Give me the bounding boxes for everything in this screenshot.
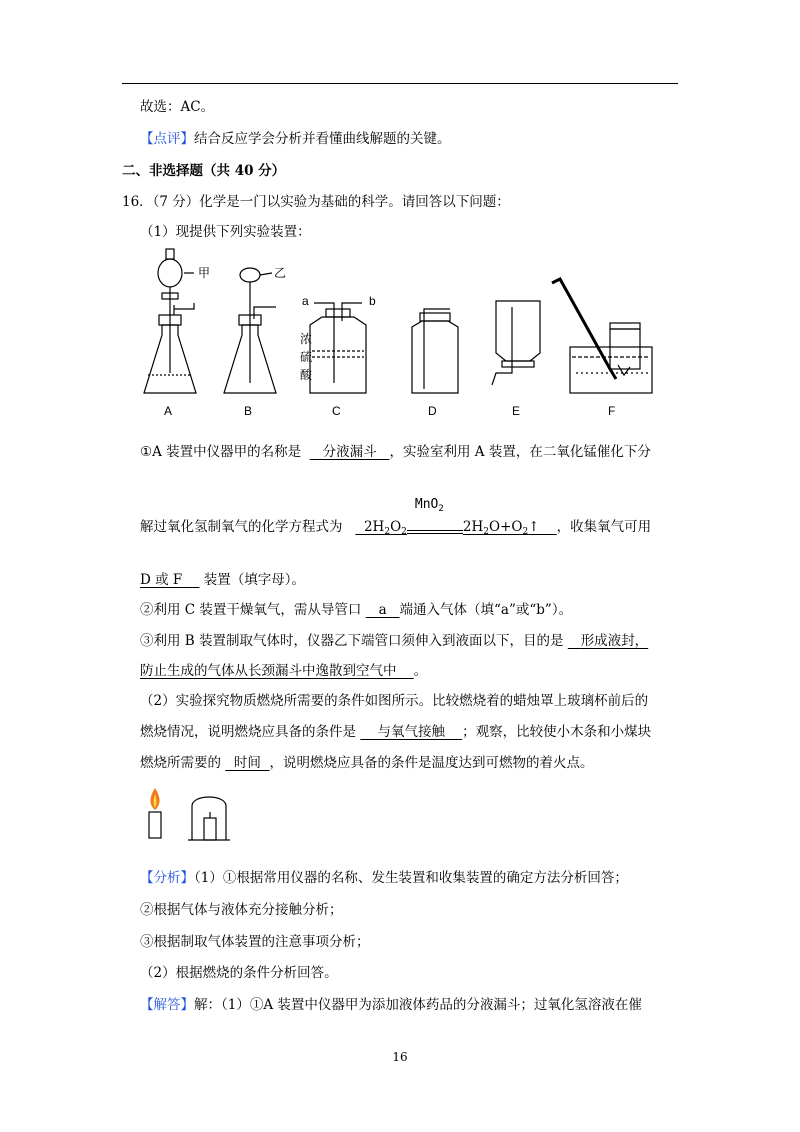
equation-arrow [407,497,463,536]
page-number: 16 [392,1050,408,1064]
para-2: 解过氧化氢制氧气的化学方程式为 $2H_2O_2$ MnO$_2$ $2H_2O+O_2↑$ ，收集氧气可用 [140,497,652,537]
text: 解过氧化氢制氧气的化学方程式为 [140,519,343,535]
para-3 [140,571,305,589]
apparatus-c [310,303,366,393]
analysis-tag: 【分析】 [140,870,194,886]
label-c: C [332,404,341,418]
eq-arrow-text: ↑ [528,519,540,535]
equation: $2H_2O_2$ [363,519,407,537]
eq-text: 2H [363,519,385,535]
para-6: （2）实验探究物质燃烧所需要的条件如图所示。比较燃烧着的蜡烛罩上玻璃杯前后的 [140,693,649,709]
text: ①A 装置中仪器甲的名称是 [140,444,302,460]
text: ，实验室利用 A 装置，在二氧化锰催化下分 [389,444,651,460]
text: 端通入气体（填“a”或“b”）。 [399,602,573,618]
comment-line [140,130,451,148]
question-16: 16．（7 分）化学是一门以实验为基础的科学。请回答以下问题： [122,194,510,210]
acid-char-2: 硫 [300,350,313,364]
text: ②利用 C 装置干燥氧气，需从导管口 [140,602,362,618]
para-4 [140,601,572,619]
candle-figure [140,786,250,844]
header-rule [122,83,678,84]
question-16-part1: （1）现提供下列实验装置： [140,224,311,240]
para-7 [140,723,651,741]
label-jia: 甲 [198,266,211,280]
analysis-line-2: ②根据气体与液体充分接触分析； [140,902,343,918]
label-d: D [428,404,437,418]
answer-text: a [378,602,387,618]
eq-text: 2H [462,519,484,535]
label-a: A [164,404,173,418]
analysis-line-3: ③根据制取气体装置的注意事项分析； [140,934,370,950]
answer-text: 与氧气接触 [377,724,445,740]
answer-seal [568,633,648,649]
conclusion-line: 故选：AC。 [140,99,215,115]
text: ，收集氧气可用 [556,519,652,535]
covered-candle [188,797,230,840]
label-f: F [608,404,616,418]
comment-tag: 【点评】 [140,131,194,147]
para-5 [140,632,648,650]
acid-char-3: 酸 [300,368,313,382]
answer-collect [140,572,199,588]
port-b-label: b [369,294,376,308]
answer-a [366,602,400,618]
label-b: B [244,404,253,418]
answer-text: D 或 F [140,572,183,588]
text: 解：（1）①A 装置中仪器甲为添加液体药品的分液漏斗；过氧化氢溶液在催 [194,997,642,1013]
apparatus-figure [140,243,660,423]
apparatus-d [412,309,458,393]
answer-text: 分液漏斗 [322,444,377,460]
acid-char-1: 浓 [300,332,313,346]
analysis-line-1 [140,869,628,887]
apparatus-f [552,279,652,393]
answer-text: 防止生成的气体从长颈漏斗中逸散到空气中 [140,663,397,679]
text: 燃烧情况，说明燃烧应具备的条件是 [140,724,356,740]
catalyst: MnO$_2$ [414,497,444,514]
burning-candle [149,788,161,838]
para-8 [140,754,593,772]
apparatus-a [144,249,196,393]
para-5-cont: 防止生成的气体从长颈漏斗中逸散到空气中 。 [140,663,428,679]
solution-line-1 [140,996,642,1014]
comment-text: 结合反应学会分析并看懂曲线解题的关键。 [194,131,451,147]
text: 燃烧所需要的 [140,755,221,771]
apparatus-e [492,301,540,385]
text: （1）①根据常用仪器的名称、发生装置和收集装置的确定方法分析回答； [194,870,628,886]
para-1 [140,443,651,461]
apparatus-b [224,268,276,393]
answer-funnel [310,444,390,460]
label-yi: 乙 [274,266,287,280]
port-a-label: a [302,294,309,308]
answer-time [225,755,269,771]
answer-text: 形成液封， [580,633,649,649]
answer-air [360,724,462,740]
catalyst-text: MnO [414,497,439,512]
eq-text: O+O [489,519,523,535]
text: ；观察，比较使小木条和小煤块 [462,724,652,740]
analysis-line-4: （2）根据燃烧的条件分析回答。 [140,965,338,981]
answer-seal-2 [140,663,414,679]
section-heading: 二、非选择题（共 40 分） [122,163,286,179]
eq-text: O [390,519,402,535]
solution-tag: 【解答】 [140,997,194,1013]
answer-text: 时间 [233,755,261,771]
text: ，说明燃烧应具备的条件是温度达到可燃物的着火点。 [269,755,594,771]
text: ③利用 B 装置制取气体时，仪器乙下端管口须伸入到液面以下，目的是 [140,633,564,649]
text: 装置（填字母）。 [203,572,305,588]
label-e: E [512,404,521,418]
